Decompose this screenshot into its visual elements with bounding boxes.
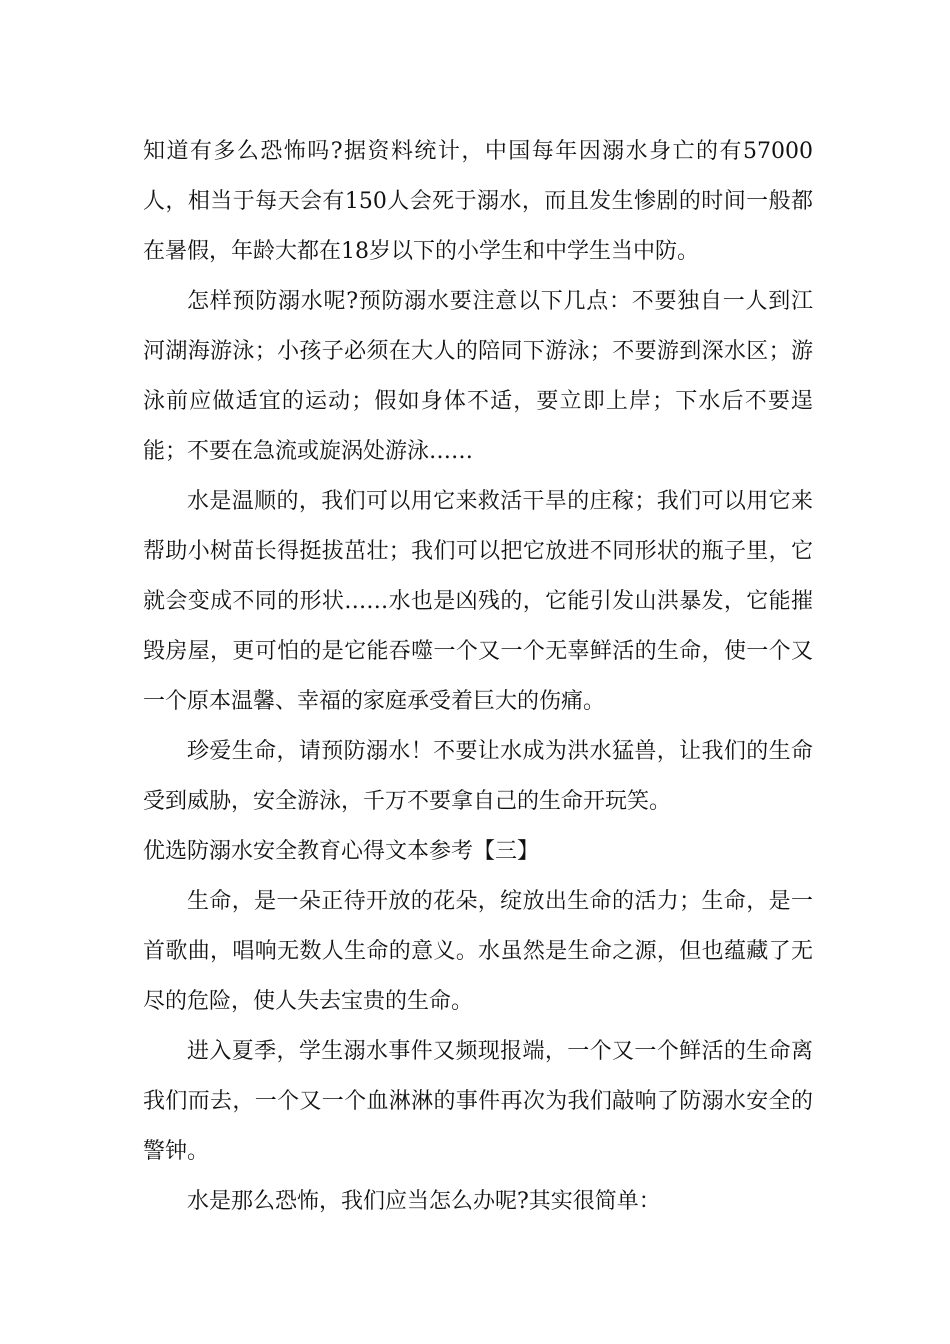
paragraph-summer-incidents: 进入夏季，学生溺水事件又频现报端，一个又一个鲜活的生命离我们而去，一个又一个血淋淋的事件再次为我们敲响了防溺水安全的警钟。 — [143, 1039, 813, 1164]
paragraph-life-flower: 生命，是一朵正待开放的花朵，绽放出生命的活力；生命，是一首歌曲，唱响无数人生命的意义。水虽然是生命之源，但也蕴藏了无尽的危险，使人失去宝贵的生命。 — [143, 889, 813, 1014]
document-body — [143, 127, 813, 1227]
section-heading: 优选防溺水安全教育心得文本参考【三】 — [143, 839, 540, 864]
paragraph-what-to-do: 水是那么恐怖，我们应当怎么办呢?其实很简单： — [187, 1189, 661, 1214]
paragraph-drowning-statistics: 知道有多么恐怖吗?据资料统计，中国每年因溺水身亡的有57000人，相当于每天会有150人会死于溺水，而且发生惨剧的时间一般都在暑假，年龄大都在18岁以下的小学生和中学生当中防。 — [143, 139, 813, 264]
paragraph-cherish-life: 珍爱生命，请预防溺水！不要让水成为洪水猛兽，让我们的生命受到威胁，安全游泳，千万不要拿自己的生命开玩笑。 — [143, 739, 813, 814]
paragraph-prevention-tips: 怎样预防溺水呢?预防溺水要注意以下几点：不要独自一人到江河湖海游泳；小孩子必须在大人的陪同下游泳；不要游到深水区；游泳前应做适宜的运动；假如身体不适，要立即上岸；下水后不要逞能；不要在急流或旋涡处游泳…… — [143, 289, 813, 464]
paragraph-water-nature: 水是温顺的，我们可以用它来救活干旱的庄稼；我们可以用它来帮助小树苗长得挺拔茁壮；我们可以把它放进不同形状的瓶子里，它就会变成不同的形状……水也是凶残的，它能引发山洪暴发，它能摧毁房屋，更可怕的是它能吞噬一个又一个无辜鲜活的生命，使一个又一个原本温馨、幸福的家庭承受着巨大的伤痛。 — [143, 489, 813, 714]
